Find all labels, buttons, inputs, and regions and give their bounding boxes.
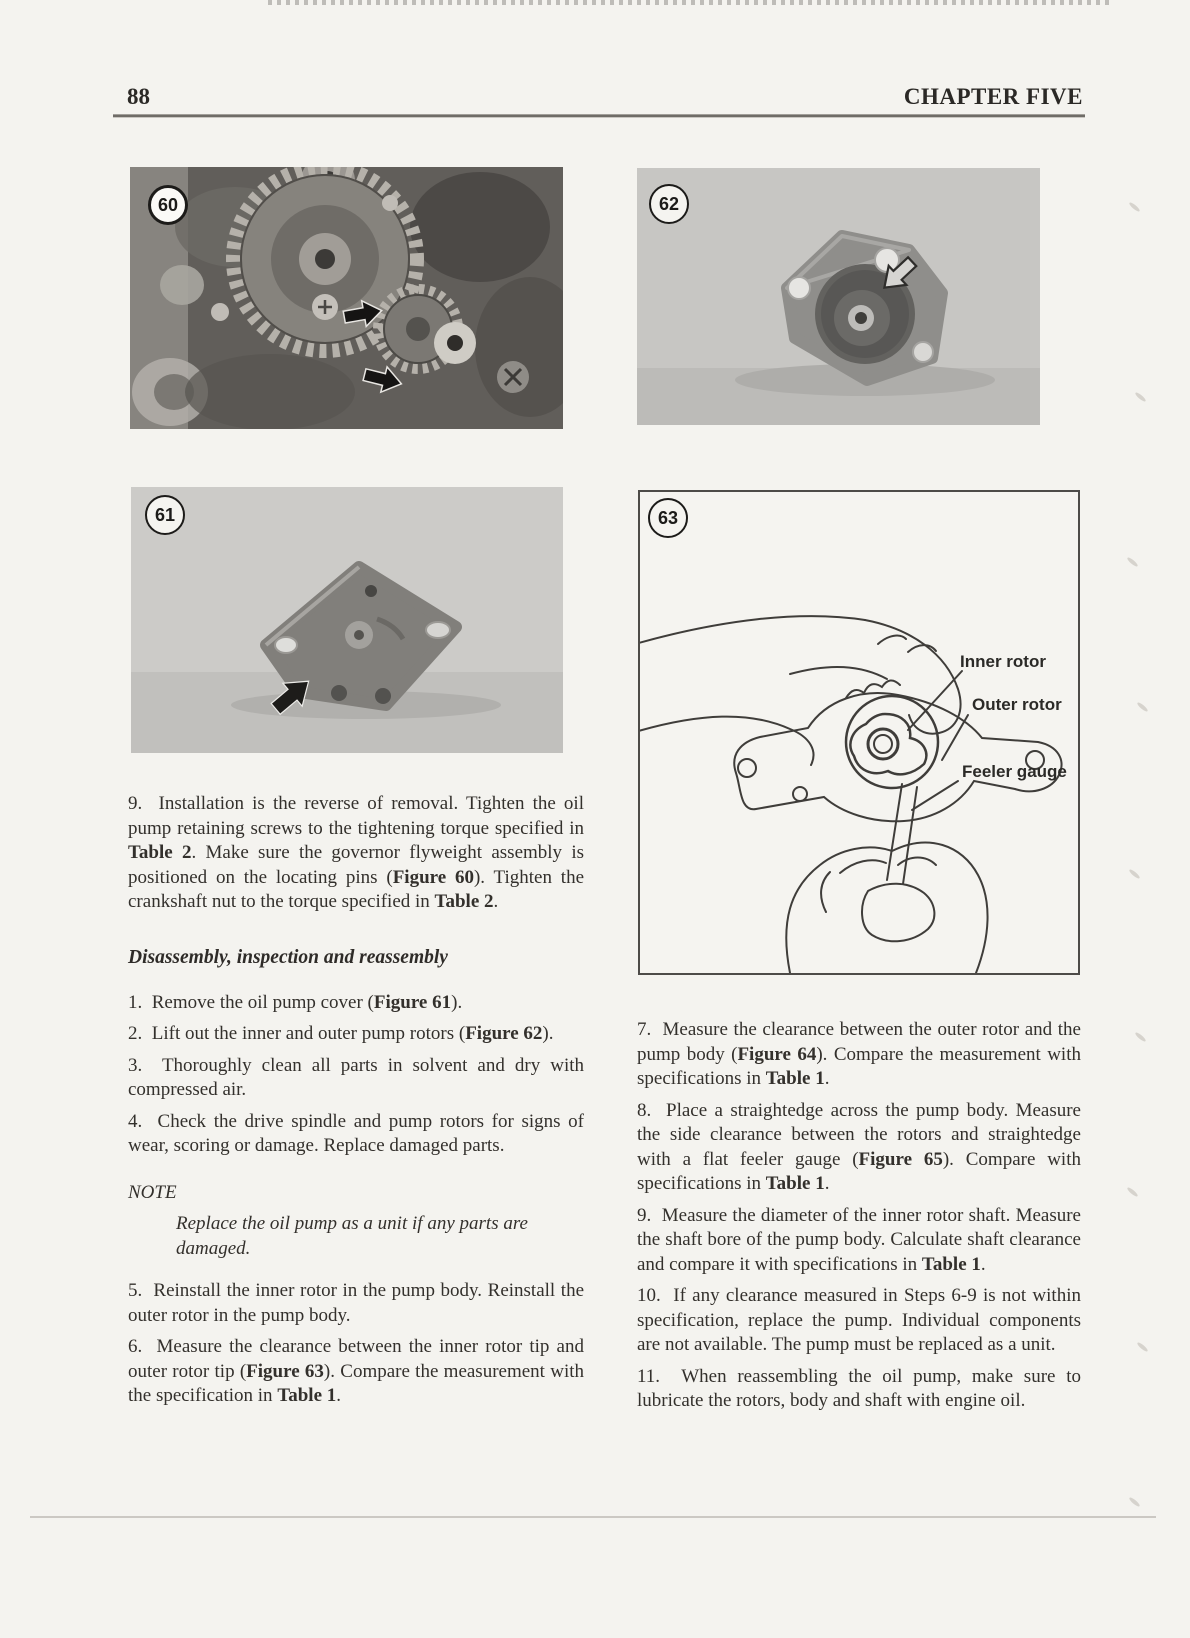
scan-artifact: [1128, 201, 1141, 212]
step-paragraph: 9. Measure the diameter of the inner rotor shaft. Measure the shaft bore of the pump body. Calculate shaft clearance and compare it with specifications in Table 1.: [637, 1204, 1081, 1275]
scan-artifact: [1128, 1496, 1141, 1507]
subsection-heading: Disassembly, inspection and reassembly: [128, 946, 448, 968]
note-title: NOTE: [128, 1181, 177, 1203]
step-paragraph: 7. Measure the clearance between the outer rotor and the pump body (Figure 64). Compare the measurement with specifications in Table 1.: [637, 1019, 1081, 1089]
figure-62-badge: [649, 184, 689, 224]
step-paragraph: 4. Check the drive spindle and pump rotors for signs of wear, scoring or damage. Replace damaged parts.: [128, 1110, 584, 1156]
figure-number: 62: [658, 193, 680, 214]
callout-inner-rotor: Inner rotor: [960, 652, 1046, 671]
step-paragraph: 6. Measure the clearance between the inner rotor tip and outer rotor tip (Figure 63). Compare the measurement with the specification in Table 1.: [128, 1336, 584, 1406]
feeler-gauge-measurement-illustration: [640, 492, 1078, 973]
step-paragraph: 9. Installation is the reverse of removal. Tighten the oil pump retaining screws to the tightening torque specified in Table 2. Make sure the governor flyweight assembly is positioned on the locating pins (Figure 60). Tighten the crankshaft nut to the torque specified in Table 2.: [128, 793, 584, 912]
chapter-header: CHAPTER FIVE: [903, 84, 1083, 109]
figure-63-badge: [648, 498, 688, 538]
step-paragraph: 5. Reinstall the inner rotor in the pump body. Reinstall the outer rotor in the pump body.: [128, 1280, 584, 1326]
figure-number: 60: [157, 194, 179, 215]
page-number: 88: [127, 84, 150, 109]
scan-artifact: [1128, 868, 1141, 879]
footer-rule: [30, 1516, 1156, 1518]
figure-60-badge: [148, 185, 188, 225]
figure-61: [131, 487, 563, 753]
column-right: [637, 1018, 1081, 1421]
scan-artifact: [268, 0, 1113, 5]
scan-artifact: [1126, 1186, 1139, 1197]
oil-pump-body-photo: [637, 168, 1040, 425]
note-body: Replace the oil pump as a unit if any parts are damaged.: [176, 1213, 528, 1259]
scan-artifact: [1136, 1341, 1149, 1352]
oil-pump-cover-photo: [131, 487, 563, 753]
figure-61-badge: [145, 495, 185, 535]
step-paragraph: 2. Lift out the inner and outer pump rotors (Figure 62).: [128, 1023, 554, 1044]
callout-feeler-gauge: Feeler gauge: [962, 762, 1067, 781]
step-paragraph: 8. Place a straightedge across the pump body. Measure the side clearance between the rotors and straightedge with a flat feeler gauge (Figure 65). Compare with specifications in Table 1.: [637, 1099, 1081, 1194]
step-paragraph: 11. When reassembling the oil pump, make sure to lubricate the rotors, body and shaft with engine oil.: [637, 1365, 1081, 1411]
step-paragraph: 10. If any clearance measured in Steps 6-9 is not within specification, replace the pump. Individual components are not available. The pump must be replaced as a unit.: [637, 1285, 1081, 1355]
note-block: [128, 1181, 584, 1262]
header-rule: [113, 114, 1085, 118]
engine-gears-photo: [130, 167, 563, 429]
figure-63: [638, 490, 1080, 975]
scan-artifact: [1136, 701, 1149, 712]
figure-62: [637, 168, 1040, 425]
figure-60: [130, 167, 563, 429]
callout-outer-rotor: Outer rotor: [972, 695, 1062, 714]
figure-number: 61: [154, 504, 176, 525]
step-paragraph: 3. Thoroughly clean all parts in solvent and dry with compressed air.: [128, 1054, 584, 1100]
scan-artifact: [1126, 556, 1139, 567]
scan-artifact: [1134, 391, 1147, 402]
column-left: [128, 792, 584, 1416]
figure-number: 63: [657, 507, 679, 528]
step-paragraph: 1. Remove the oil pump cover (Figure 61).: [128, 991, 463, 1013]
scan-artifact: [1134, 1031, 1147, 1042]
